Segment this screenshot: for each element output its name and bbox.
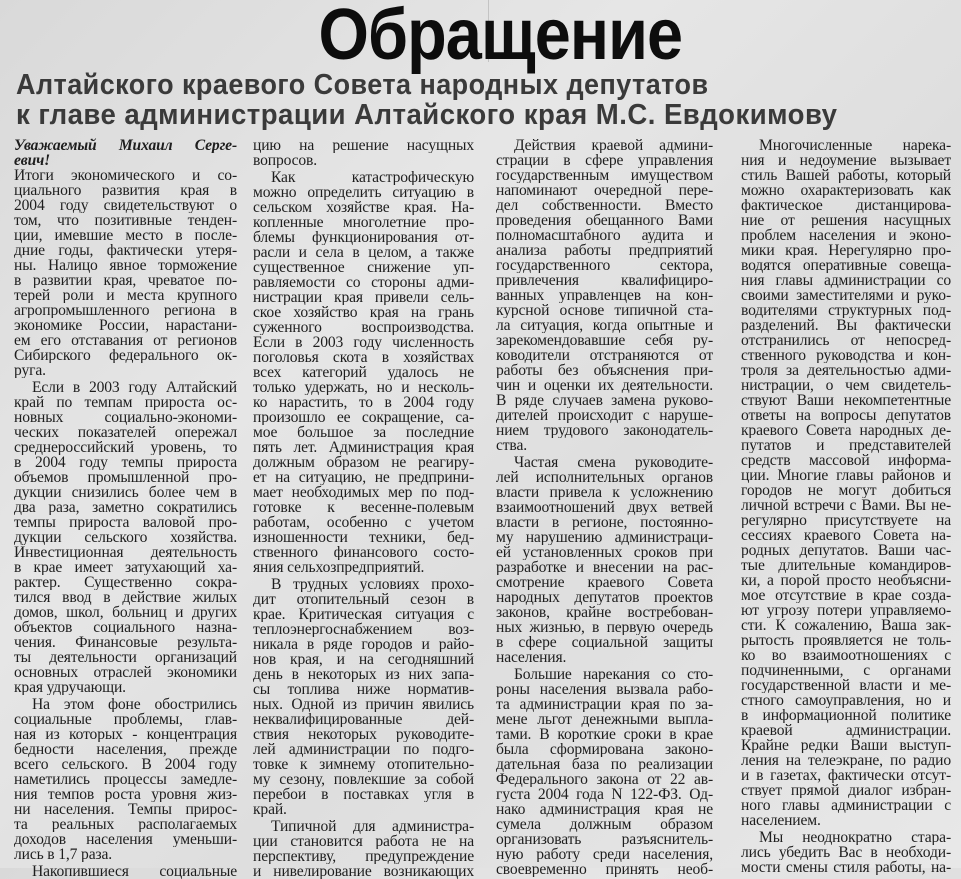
text-line: руга.	[14, 363, 46, 378]
text-line: законов, крайне востребован-	[496, 605, 713, 620]
text-line: личной встречи с Вами. Вы не-	[741, 498, 951, 513]
text-column-3	[496, 138, 713, 877]
text-line: ния главы администрации со	[741, 273, 951, 288]
text-line: нистрации края привели сель-	[253, 290, 474, 305]
text-line: рытость проявляется не толь-	[741, 633, 951, 648]
text-line: взаимоотношений двух ветвей	[496, 500, 713, 515]
text-line: Если в 2003 году Алтайский	[32, 380, 237, 395]
text-line: своими заместителями и руко-	[741, 288, 951, 303]
text-line: перебои в поставках угля в	[253, 787, 474, 802]
text-line: сельском хозяйстве края. На-	[253, 200, 474, 215]
text-line: привлечения квалифициро-	[496, 273, 713, 288]
text-line: социальные проблемы, глав-	[14, 712, 237, 727]
article-subtitle-line-1: Алтайского краевого Совета народных депутатов	[16, 69, 709, 101]
text-line: сумела должным образом	[496, 817, 713, 832]
text-line: разработке и внесении на рас-	[496, 560, 713, 575]
text-line: работам, особенно с учетом	[253, 515, 474, 530]
text-line: курсной основе типичной ста-	[496, 303, 713, 318]
text-line: дукции снизились более чем в	[14, 485, 237, 500]
text-line: новных социально-экономи-	[14, 410, 237, 425]
text-line: отстранились от непосред-	[741, 333, 951, 348]
text-line: городов не могут добиться	[741, 483, 951, 498]
text-line: троля за деятельностью адми-	[741, 363, 951, 378]
text-line: в информационной политике	[741, 708, 951, 723]
text-line: край.	[253, 802, 287, 817]
text-line: своевременно принять необ-	[496, 862, 713, 877]
text-line: никала в ряде городов и райо-	[253, 637, 474, 652]
text-line: зарекомендовавшие себя ру-	[496, 333, 713, 348]
text-line: та администрации края по за-	[496, 697, 713, 712]
text-line: бедности населения, прежде	[14, 742, 237, 757]
text-line: дит отопительный сезон в	[253, 592, 474, 607]
text-line: дел собственности. Вместо	[496, 198, 713, 213]
text-line: сы топлива ниже норматив-	[253, 682, 474, 697]
text-line: нием трудового законодатель-	[496, 423, 713, 438]
text-line: сти. К сожалению, Ваша зак-	[741, 618, 951, 633]
text-line: мое отсутствие в крае созда-	[741, 588, 951, 603]
text-line: Накопившиеся социальные	[32, 864, 237, 879]
text-line: всего сельского. В 2004 году	[14, 757, 237, 772]
text-line: ства.	[496, 438, 527, 453]
text-line: ствия некоторых руководите-	[253, 727, 474, 742]
article-title: Обращение	[318, 0, 683, 75]
text-line: государственным имуществом	[496, 168, 713, 183]
text-line: ции. Многие главы районов и	[741, 468, 951, 483]
text-line: Мы неоднократно стара-	[759, 830, 951, 845]
salutation-line: евич!	[14, 153, 51, 168]
text-line: в крае имеет затухающий ха-	[14, 560, 237, 575]
text-line: произошло ее сокращение, са-	[253, 410, 474, 425]
text-line: в 2004 году темпы прироста	[14, 455, 237, 470]
text-line: лей администрации по подго-	[253, 742, 474, 757]
text-line: ответы на вопросы депутатов	[741, 408, 951, 423]
text-line: доходов населения уменьши-	[14, 832, 237, 847]
text-line: народных депутатов проектов	[496, 590, 713, 605]
text-line: смотрение краевого Совета	[496, 575, 713, 590]
text-line: Если в 2003 году численность	[253, 335, 474, 350]
text-line: средств массовой информа-	[741, 453, 951, 468]
text-line: наметились процессы замедле-	[14, 772, 237, 787]
text-line: ководители отстраняются от	[496, 348, 713, 363]
text-line: В ряде случаев замена руково-	[496, 393, 713, 408]
text-line: ственного финансового состо-	[253, 545, 474, 560]
text-line: водятся оперативные совеща-	[741, 258, 951, 273]
text-line: ческих показателей опережал	[14, 425, 237, 440]
text-line: Частая смена руководите-	[514, 455, 713, 470]
text-line: чения. Финансовые результа-	[14, 635, 237, 650]
text-line: дителей происходит с наруше-	[496, 408, 713, 423]
text-line: ствуют Ваши некомпетентные	[741, 393, 951, 408]
text-line: ла ситуация, когда опытные и	[496, 318, 713, 333]
text-line: домов, школ, больниц и других	[14, 605, 237, 620]
text-line: ние от решения насущных	[741, 213, 951, 228]
text-line: поголовья скота в хозяйствах	[253, 350, 474, 365]
text-line: населения.	[496, 650, 567, 665]
text-line: ют угрозу потери управляемо-	[741, 603, 951, 618]
text-line: краевого Совета народных де-	[741, 423, 951, 438]
text-line: ки, а порой просто необъясни-	[741, 573, 951, 588]
text-line: государственной власти и ме-	[741, 678, 951, 693]
text-line: изношенности техники, бед-	[253, 530, 474, 545]
text-line: цию на решение насущных	[253, 138, 474, 153]
text-line: государственного сектора,	[496, 258, 713, 273]
text-line: ны. Налицо явное торможение	[14, 258, 237, 273]
text-column-4	[741, 138, 951, 875]
text-line: два раза, заметно сократились	[14, 500, 237, 515]
text-line: только удержать, но и несколь-	[253, 380, 474, 395]
text-line: лись в 1,7 раза.	[14, 847, 113, 862]
salutation-line: Уважаемый Михаил Серге-	[14, 138, 237, 153]
text-line: дукции сельского хозяйства.	[14, 530, 237, 545]
text-line: ции, имевшие место в после-	[14, 228, 237, 243]
text-line: ного главы администрации с	[741, 798, 951, 813]
text-line: сессиях краевого Совета на-	[741, 528, 951, 543]
text-line: яния сельхозпредприятий.	[253, 560, 425, 575]
text-line: среднероссийский уровень, то	[14, 440, 237, 455]
text-line: мости смены стиля работы, на-	[741, 860, 951, 875]
text-line: и в газетах, фактически отсут-	[741, 768, 951, 783]
text-line: равляемости со стороны адми-	[253, 275, 474, 290]
text-line: мене льгот денежными выпла-	[496, 712, 713, 727]
text-line: ванных управленцев на кон-	[496, 288, 713, 303]
text-line: населением.	[741, 813, 821, 828]
text-line: ствует прямой диалог избран-	[741, 783, 951, 798]
text-line: Инвестиционная деятельность	[14, 545, 237, 560]
text-line: агропромышленного региона в	[14, 303, 237, 318]
text-column-2	[253, 138, 474, 879]
text-line: ет на ситуацию, не предприни-	[253, 470, 474, 485]
text-line: власти в регионе, постоянно-	[496, 515, 713, 530]
text-line: блемы функционирования от-	[253, 230, 474, 245]
text-line: власти привела к усложнению	[496, 485, 713, 500]
text-line: можно определить ситуацию в	[253, 185, 474, 200]
text-line: роны населения вызвала рабо-	[496, 682, 713, 697]
text-line: лись убедить Вас в необходи-	[741, 845, 951, 860]
text-line: должным образом не реагиру-	[253, 455, 474, 470]
text-line: му нарушению администраци-	[496, 530, 713, 545]
text-line: подчиненными, с органами	[741, 663, 951, 678]
text-line: объемов промышленной про-	[14, 470, 237, 485]
text-line: и нивелирование возникающих	[253, 864, 474, 879]
text-line: Крайне редки Ваши выступ-	[741, 738, 951, 753]
text-line: существенное снижение уп-	[253, 260, 474, 275]
text-line: циального развития края в	[14, 183, 237, 198]
text-line: всех категорий удалось не	[253, 365, 474, 380]
text-line: проведения обещанного Вами	[496, 213, 713, 228]
text-line: неквалифицированные дей-	[253, 712, 474, 727]
text-line: мает необходимых мер по под-	[253, 485, 474, 500]
text-line: перспективу, предупреждение	[253, 849, 474, 864]
text-line: ния и недоумение вызывает	[741, 153, 951, 168]
text-line: ная из которых - концентрация	[14, 727, 237, 742]
text-line: ем его отставания от регионов	[14, 333, 237, 348]
text-line: Сибирского федерального ок-	[14, 348, 237, 363]
text-line: ния темпов роста уровня жиз-	[14, 787, 237, 802]
text-line: Как катастрофическую	[271, 170, 474, 185]
text-line: водителями структурных под-	[741, 303, 951, 318]
text-column-1	[14, 138, 237, 879]
text-line: рактер. Существенно сокра-	[14, 575, 237, 590]
text-line: дательная база по реализации	[496, 757, 713, 772]
text-line: темпы прироста валовой про-	[14, 515, 237, 530]
text-line: расли и села в целом, а также	[253, 245, 474, 260]
text-line: товке к зимнему отопительно-	[253, 757, 474, 772]
text-line: готовке к весенне-полевым	[253, 500, 474, 515]
text-line: объектов социального назна-	[14, 620, 237, 635]
text-line: в развитии края, чреватое по-	[14, 273, 237, 288]
text-line: края удручающи.	[14, 680, 126, 695]
text-line: фактическое дистанцирова-	[741, 198, 951, 213]
text-line: экономике России, нарастани-	[14, 318, 237, 333]
text-line: ское хозяйство края на грань	[253, 305, 474, 320]
text-line: чин и оценки их деятельности.	[496, 378, 713, 393]
text-line: теплоэнергоснабжением воз-	[253, 622, 474, 637]
text-line: Большие нарекания со сто-	[514, 667, 713, 682]
text-line: Федерального закона от 22 ав-	[496, 772, 713, 787]
text-line: нов края, и на сегодняшний	[253, 652, 474, 667]
text-line: можно охарактеризовать как	[741, 183, 951, 198]
text-line: стного самоуправления, но и	[741, 693, 951, 708]
text-line: проблем населения и эконо-	[741, 228, 951, 243]
text-line: полномасштабного аудита и	[496, 228, 713, 243]
text-line: день в некоторых из них запа-	[253, 667, 474, 682]
article-subtitle-line-2: к главе администрации Алтайского края М.С. Евдокимову	[16, 99, 838, 131]
text-line: тами. В короткие сроки в крае	[496, 727, 713, 742]
text-line: Типичной для администра-	[271, 819, 474, 834]
text-line: родных депутатов. Ваши час-	[741, 543, 951, 558]
text-line: ко нарастить, то в 2004 году	[253, 395, 474, 410]
text-line: ных. Одной из причин явились	[253, 697, 474, 712]
text-line: мики края. Нерегулярно про-	[741, 243, 951, 258]
text-line: Итоги экономического и со-	[14, 168, 237, 183]
text-line: ко во взаимоотношениях с	[741, 648, 951, 663]
text-line: основных отраслей экономики	[14, 665, 237, 680]
text-line: На этом фоне обострились	[32, 697, 237, 712]
text-line: краевой администрации.	[741, 723, 951, 738]
text-line: вопросов.	[253, 153, 318, 168]
text-line: организовать разъяснитель-	[496, 832, 713, 847]
text-line: нако администрация края не	[496, 802, 713, 817]
text-line: му сезону, повлекшие за собой	[253, 772, 474, 787]
text-line: путатов и представителей	[741, 438, 951, 453]
text-line: дние годы, фактически утеря-	[14, 243, 237, 258]
text-line: ни населения. Темпы прирос-	[14, 802, 237, 817]
text-line: лей исполнительных органов	[496, 470, 713, 485]
text-line: та реальных располагаемых	[14, 817, 237, 832]
text-line: том, что позитивные тенден-	[14, 213, 237, 228]
text-line: тился ввод в действие жилых	[14, 590, 237, 605]
text-line: мое большое за последние	[253, 425, 474, 440]
text-line: страции в сфере управления	[496, 153, 713, 168]
text-line: пять лет. Администрация края	[253, 440, 474, 455]
text-line: густа 2004 года N 122-ФЗ. Од-	[496, 787, 713, 802]
text-line: терей роли и места крупного	[14, 288, 237, 303]
text-line: ции становится работа не на	[253, 834, 474, 849]
text-line: стиль Вашей работы, который	[741, 168, 951, 183]
text-line: крае. Критическая ситуация с	[253, 607, 474, 622]
text-line: анализа работы предприятий	[496, 243, 713, 258]
text-line: суженного воспроизводства.	[253, 320, 474, 335]
text-line: разделений. Вы фактически	[741, 318, 951, 333]
text-line: ей установленных сроков при	[496, 545, 713, 560]
text-line: в сфере социальной защиты	[496, 635, 713, 650]
text-line: тые длительные командиров-	[741, 558, 951, 573]
text-line: ную работу среди населения,	[496, 847, 713, 862]
text-line: ственного руководства и кон-	[741, 348, 951, 363]
text-line: работы без объяснения при-	[496, 363, 713, 378]
text-line: копленные многолетние про-	[253, 215, 474, 230]
text-line: ты деятельности организаций	[14, 650, 237, 665]
text-line: напоминают очередной пере-	[496, 183, 713, 198]
text-line: край по темпам прироста ос-	[14, 395, 237, 410]
text-line: В трудных условиях прохо-	[271, 577, 474, 592]
text-line: регулярно присутствуете на	[741, 513, 951, 528]
text-line: Действия краевой админи-	[514, 138, 713, 153]
text-line: ных жизнью, в первую очередь	[496, 620, 713, 635]
text-line: была сформирована законо-	[496, 742, 713, 757]
text-line: ления на телеэкране, по радио	[741, 753, 951, 768]
text-line: Многочисленные нарека-	[759, 138, 951, 153]
text-line: 2004 году свидетельствуют о	[14, 198, 237, 213]
text-line: нистрации, о чем свидетель-	[741, 378, 951, 393]
